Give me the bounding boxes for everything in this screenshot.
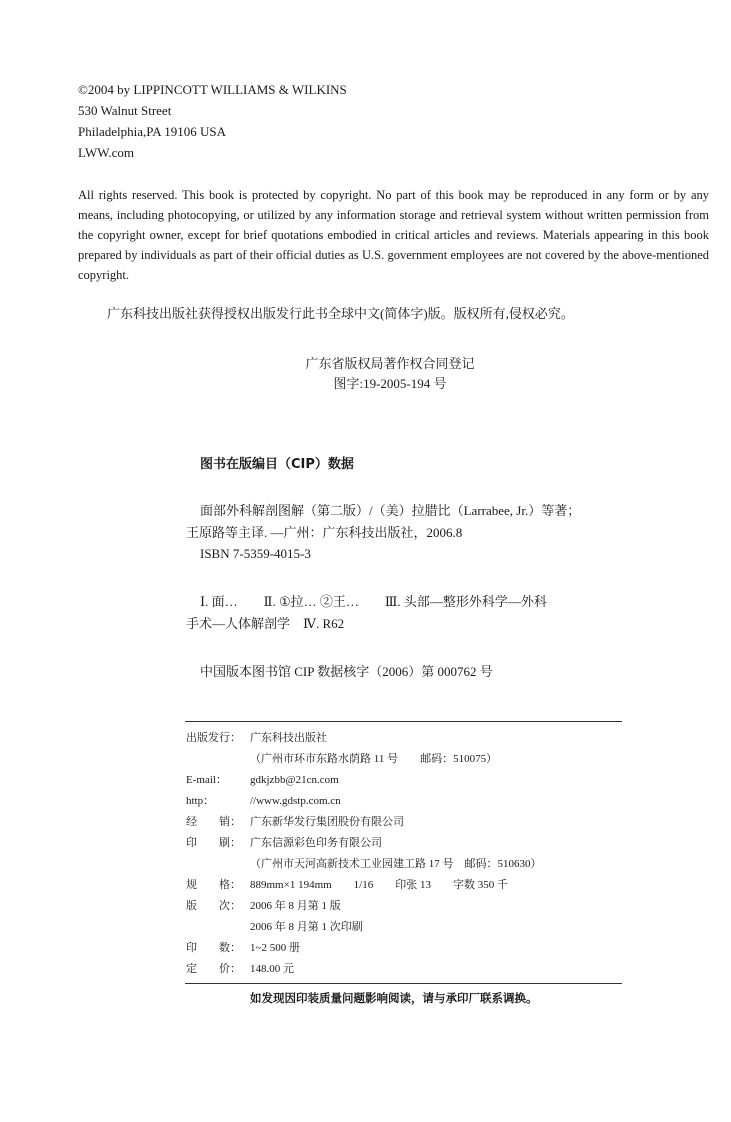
colophon-row xyxy=(186,897,341,913)
colophon-row xyxy=(186,939,300,955)
colophon-value: 2006 年 8 月第 1 次印刷 xyxy=(250,921,363,933)
colophon-row xyxy=(186,729,327,745)
registration-title: 广东省版权局著作权合同登记 xyxy=(305,356,475,371)
colophon-value: 889mm×1 194mm 1/16 印张 13 字数 350 千 xyxy=(250,879,508,891)
colophon-label: 经 销： xyxy=(186,816,241,828)
colophon-label: 版 次： xyxy=(186,900,241,912)
publisher-website: LWW.com xyxy=(78,145,134,160)
chinese-rights: 广东科技出版社获得授权出版发行此书全球中文(简体字)版。版权所有,侵权必究。 xyxy=(107,306,574,321)
colophon-label: 印 数： xyxy=(186,942,241,954)
colophon-label: E-mail： xyxy=(186,774,227,786)
cip-heading: 图书在版编目（CIP）数据 xyxy=(200,457,354,472)
colophon-label: 规 格： xyxy=(186,879,241,891)
colophon-value: （广州市环市东路水荫路 11 号 邮码：510075） xyxy=(250,753,498,765)
colophon-value: 广东科技出版社 xyxy=(250,732,327,744)
cip-line: 面部外科解剖图解（第二版）/（美）拉腊比（Larrabee, Jr.）等著； xyxy=(200,503,581,518)
colophon-row xyxy=(186,918,363,934)
cip-classification: 手术—人体解剖学 Ⅳ. R62 xyxy=(186,616,345,631)
publisher-line: ©2004 by LIPPINCOTT WILLIAMS & WILKINS xyxy=(78,82,347,97)
cip-classification: Ⅰ. 面… Ⅱ. ①拉… ②王… Ⅲ. 头部—整形外科学—外科 xyxy=(200,594,547,609)
colophon-row xyxy=(186,960,294,976)
colophon-row xyxy=(186,855,542,871)
registration-number: 图字:19-2005-194 号 xyxy=(333,376,447,391)
colophon-row xyxy=(186,834,382,850)
divider xyxy=(185,983,622,984)
colophon-value: //www.gdstp.com.cn xyxy=(250,795,341,807)
colophon-value: 广东新华发行集团股份有限公司 xyxy=(250,816,404,828)
colophon-label: 定 价： xyxy=(186,963,241,975)
colophon-row xyxy=(186,876,508,892)
publisher-city: Philadelphia,PA 19106 USA xyxy=(78,124,226,139)
colophon-label: 出版发行： xyxy=(186,732,241,744)
colophon-value: 148.00 元 xyxy=(250,963,294,975)
rights-paragraph: All rights reserved. This book is protected by copyright. No part of this book may be reproduced in any form or by any means, including photocopying, or utilized by any information storage and retrieval system without written permission from the copyright owner, except for brief quotations embodied in critical articles and reviews. Materials appearing in this book prepared by individuals as part of their official duties as U.S. government employees are not covered by the above-mentioned copyright. xyxy=(78,188,709,282)
colophon-label: 印 刷： xyxy=(186,837,241,849)
colophon-row xyxy=(186,771,339,787)
colophon-value: （广州市天河高新技术工业园建工路 17 号 邮码：510630） xyxy=(250,858,542,870)
divider xyxy=(185,721,622,722)
cip-line: 王原路等主译. —广州：广东科技出版社，2006.8 xyxy=(186,525,463,540)
colophon-row xyxy=(186,813,404,829)
quality-notice: 如发现因印装质量问题影响阅读，请与承印厂联系调换。 xyxy=(250,991,538,1005)
colophon-value: 2006 年 8 月第 1 版 xyxy=(250,900,341,912)
colophon-value: 1~2 500 册 xyxy=(250,942,300,954)
colophon-value: gdkjzbb@21cn.com xyxy=(250,774,339,786)
publisher-street: 530 Walnut Street xyxy=(78,103,172,118)
cip-verification: 中国版本图书馆 CIP 数据核字（2006）第 000762 号 xyxy=(200,664,493,679)
colophon-row xyxy=(186,792,341,808)
colophon-value: 广东信源彩色印务有限公司 xyxy=(250,837,382,849)
cip-isbn: ISBN 7-5359-4015-3 xyxy=(200,546,311,561)
colophon-label: http： xyxy=(186,795,215,807)
colophon-row xyxy=(186,750,497,766)
